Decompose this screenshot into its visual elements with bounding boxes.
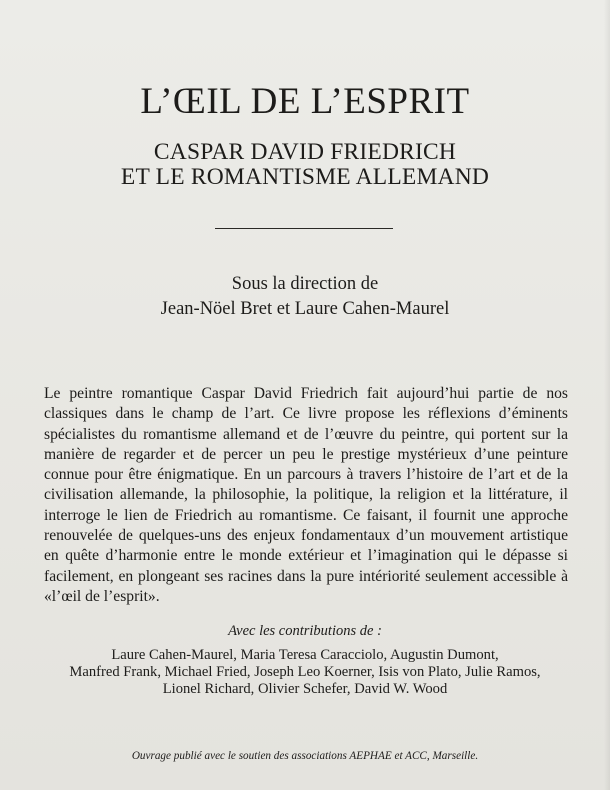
contributions-heading: Avec les contributions de :: [228, 623, 382, 639]
editors-names: Jean-Nöel Bret et Laure Cahen-Maurel: [160, 299, 450, 319]
divider-rule: [215, 228, 393, 229]
publication-support-note: Ouvrage publié avec le soutien des associations AEPHAE et ACC, Marseille.: [131, 750, 479, 762]
contributors-line-2: Manfred Frank, Michael Fried, Joseph Leo Koerner, Isis von Plato, Julie Ramos,: [69, 664, 541, 680]
blurb-paragraph: Le peintre romantique Caspar David Friedrich fait aujourd’hui partie de nos classiques dans le champ de l’art. Ce livre propose les réflexions d’éminents spécialistes du romantisme allemand et de l’œuvre du peintre, qui portent sur la manière de regarder et de percer un peu le prestige mystérieux d’une peinture connue pour être énigmatique. En un parcours à travers l’histoire de l’art et de la civilisation allemande, la philosophie, la politique, la religion et la littérature, il interroge le lien de Friedrich au romantisme. Ce faisant, il fournit une approche renouvelée de quelques-uns des enjeux fondamentaux d’un mouvement artistique en quête d’harmonie entre le monde extérieur et l’imagination qui le dépasse si facilement, en plongeant ses racines dans la pure intériorité seulement accessible à «l’œil de l’esprit».: [44, 385, 568, 605]
direction-label: Sous la direction de: [231, 274, 379, 294]
book-title: L’ŒIL DE L’ESPRIT: [140, 81, 470, 122]
subtitle-line-1: CASPAR DAVID FRIEDRICH: [153, 139, 457, 165]
contributors-line-3: Lionel Richard, Olivier Schefer, David W. Wood: [162, 681, 448, 697]
contributors-line-1: Laure Cahen-Maurel, Maria Teresa Caracciolo, Augustin Dumont,: [111, 647, 499, 663]
subtitle-line-2: ET LE ROMANTISME ALLEMAND: [120, 164, 490, 190]
